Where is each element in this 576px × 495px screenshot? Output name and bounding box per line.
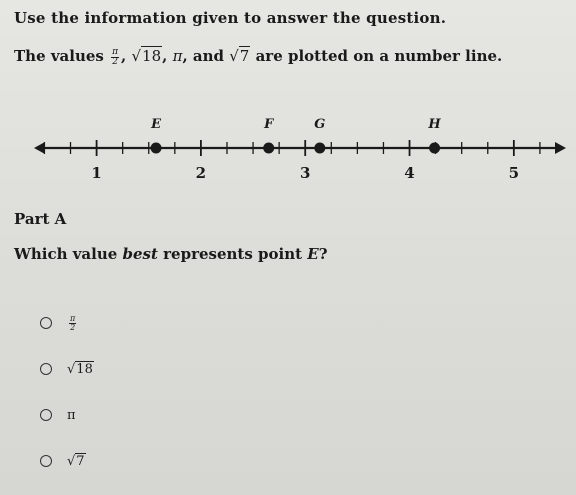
question-prefix: Which value — [14, 245, 123, 263]
tick-label: 2 — [195, 164, 207, 182]
tick-label: 4 — [404, 164, 415, 182]
tick-label: 5 — [508, 164, 520, 182]
radicand: 7 — [239, 47, 250, 65]
option-label — [67, 362, 94, 377]
instruction-text: Use the information given to answer the question. — [14, 9, 447, 27]
pi-over-2-fraction — [111, 48, 119, 67]
option-pi[interactable] — [40, 402, 160, 428]
values-sentence — [14, 47, 502, 67]
option-label — [67, 454, 86, 469]
question-emphasis: best — [122, 245, 158, 263]
tick-label: 3 — [299, 164, 311, 182]
separator: , — [162, 47, 173, 65]
option-label: π — [67, 407, 76, 423]
radicand: 7 — [76, 453, 85, 469]
point-label: G — [314, 117, 326, 132]
point-label: F — [264, 117, 274, 132]
radical-sign: √ — [229, 47, 239, 65]
radio-button[interactable] — [40, 409, 52, 421]
pi-over-2-fraction — [69, 315, 76, 332]
radio-button[interactable] — [40, 455, 52, 467]
question-suffix: ? — [318, 245, 328, 263]
radio-button[interactable] — [40, 317, 52, 329]
sqrt-7 — [229, 46, 250, 65]
sqrt-18 — [131, 46, 162, 65]
tick-label: 1 — [91, 164, 102, 182]
radical-sign: √ — [67, 361, 76, 377]
fraction-denominator: 2 — [112, 56, 118, 67]
option-sqrt-18[interactable] — [40, 356, 160, 382]
point-label: H — [428, 117, 441, 132]
values-suffix: are plotted on a number line. — [250, 47, 503, 65]
option-pi-over-2[interactable] — [40, 310, 160, 336]
left-arrow-icon — [34, 142, 45, 154]
question-middle: represents point — [157, 245, 308, 263]
radio-button[interactable] — [40, 363, 52, 375]
question-text — [14, 245, 328, 263]
fraction-numerator: π — [70, 313, 76, 323]
fraction-denominator: 2 — [70, 322, 76, 332]
radical-sign: √ — [131, 47, 142, 65]
pi-value: π — [172, 47, 183, 65]
separator: , and — [182, 47, 230, 65]
point-dot — [151, 143, 162, 154]
right-arrow-icon — [555, 142, 566, 154]
point-label: E — [151, 117, 162, 132]
option-sqrt-7[interactable] — [40, 448, 160, 474]
option-label — [67, 315, 78, 332]
question-point: E — [307, 245, 319, 263]
radicand: 18 — [142, 47, 162, 65]
fraction-numerator: π — [112, 46, 119, 57]
radicand: 18 — [76, 361, 93, 377]
number-line — [0, 92, 576, 202]
point-dot — [314, 143, 325, 154]
separator: , — [121, 47, 132, 65]
point-dot — [429, 143, 440, 154]
radical-sign: √ — [67, 453, 76, 469]
point-dot — [263, 143, 274, 154]
part-label: Part A — [14, 210, 67, 228]
values-prefix: The values — [14, 47, 104, 65]
